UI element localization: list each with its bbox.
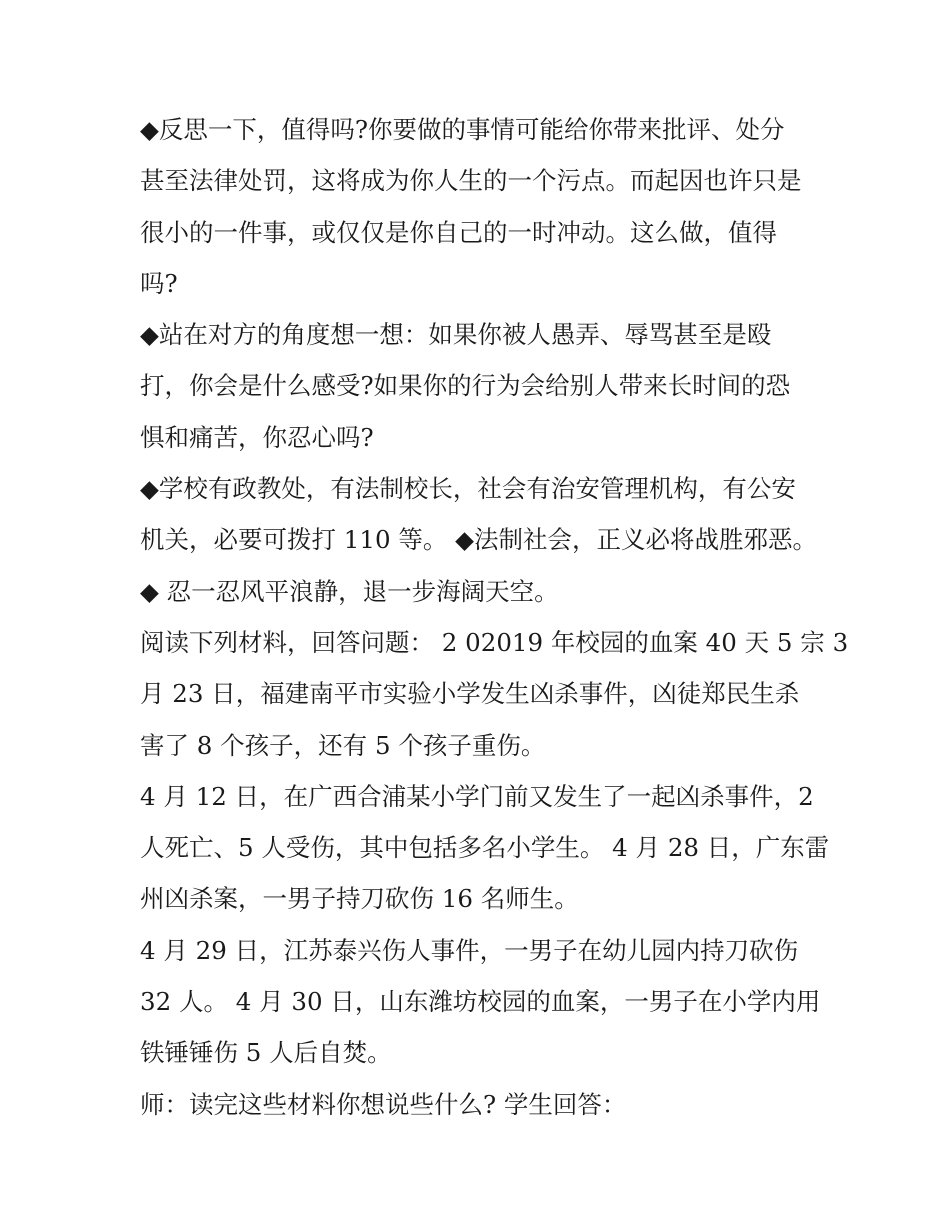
text-line: 州凶杀案，一男子持刀砍伤 16 名师生。 — [140, 884, 579, 914]
text-line: 甚至法律处罚，这将成为你人生的一个污点。而起因也许只是 — [140, 166, 802, 196]
text-line: 人死亡、5 人受伤，其中包括多名小学生。 4 月 28 日，广东雷 — [140, 833, 830, 863]
text-line: 很小的一件事，或仅仅是你自己的一时冲动。这么做，值得 — [140, 217, 777, 247]
text-line: 吗? — [140, 268, 178, 298]
text-line: 机关，必要可拨打 110 等。 ◆法制社会，正义必将战胜邪恶。 — [140, 525, 817, 555]
document-body — [140, 104, 849, 1130]
text-line: 32 人。 4 月 30 日，山东潍坊校园的血案，一男子在小学内用 — [140, 987, 821, 1017]
text-line: 月 23 日，福建南平市实验小学发生凶杀事件，凶徒郑民生杀 — [140, 679, 800, 709]
text-line: 师：读完这些材料你想说些什么? 学生回答： — [140, 1089, 627, 1119]
text-line: 4 月 29 日，江苏泰兴伤人事件，一男子在幼儿园内持刀砍伤 — [140, 935, 799, 965]
text-line: ◆站在对方的角度想一想：如果你被人愚弄、辱骂甚至是殴 — [140, 320, 772, 350]
text-line: 害了 8 个孩子，还有 5 个孩子重伤。 — [140, 730, 546, 760]
text-line: ◆反思一下，值得吗?你要做的事情可能给你带来批评、处分 — [140, 115, 785, 144]
text-line: 惧和痛苦，你忍心吗? — [140, 422, 374, 452]
text-line: 打，你会是什么感受?如果你的行为会给别人带来长时间的恐 — [140, 371, 791, 401]
text-line: 铁锤锤伤 5 人后自焚。 — [140, 1038, 392, 1068]
text-line: 4 月 12 日，在广西合浦某小学门前又发生了一起凶杀事件，2 — [140, 781, 814, 811]
text-line: ◆学校有政教处，有法制校长，社会有治安管理机构，有公安 — [140, 474, 796, 504]
text-line: ◆ 忍一忍风平浪静，退一步海阔天空。 — [140, 576, 559, 606]
text-line: 阅读下列材料，回答问题： 2 02019 年校园的血案 40 天 5 宗 3 — [140, 627, 849, 657]
